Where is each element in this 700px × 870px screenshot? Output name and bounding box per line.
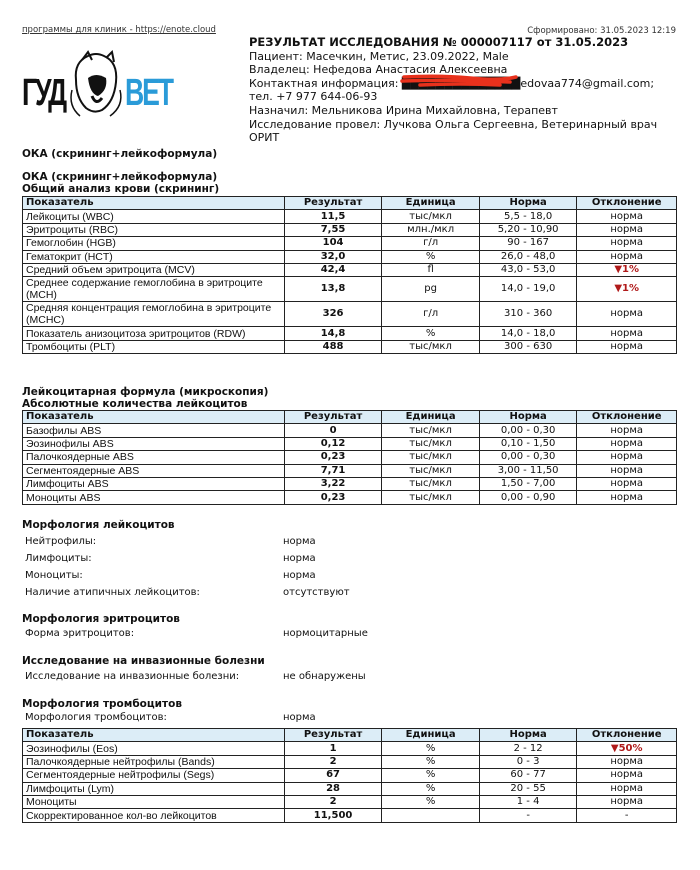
col-unit-header: Единица xyxy=(382,411,480,424)
table-row xyxy=(23,782,677,795)
clinic-logo xyxy=(20,50,172,130)
col-norm-header: Норма xyxy=(479,197,577,210)
table-row xyxy=(23,809,677,822)
unit: % xyxy=(382,782,480,795)
col-norm-header: Норма xyxy=(479,729,577,742)
norm-range: 3,00 - 11,50 xyxy=(479,464,577,477)
indicator-name: Лимфоциты (Lym) xyxy=(23,782,285,795)
section-title-sub: ОКА (скрининг+лейкоформула) xyxy=(22,171,218,183)
deviation: норма xyxy=(577,302,677,327)
table-row xyxy=(23,250,677,263)
col-deviation-header: Отклонение xyxy=(577,197,677,210)
col-unit-header: Единица xyxy=(382,729,480,742)
norm-range: 1,50 - 7,00 xyxy=(479,477,577,490)
table-header-row xyxy=(23,729,677,742)
leuko-formula-title: Лейкоцитарная формула (микроскопия) xyxy=(22,386,269,398)
leuko-abs-table xyxy=(22,410,677,505)
indicator-name: Эозинофилы ABS xyxy=(23,437,285,450)
indicator-name: Базофилы ABS xyxy=(23,424,285,437)
deviation: норма xyxy=(577,782,677,795)
table-row xyxy=(23,210,677,223)
norm-range: 90 - 167 xyxy=(479,237,577,250)
deviation: норма xyxy=(577,464,677,477)
differential-table xyxy=(22,728,677,823)
unit: % xyxy=(382,250,480,263)
deviation: ▼1% xyxy=(577,277,677,302)
phone-info: тел. +7 977 644-06-93 xyxy=(249,90,378,104)
norm-range: 60 - 77 xyxy=(479,769,577,782)
result-value: 3,22 xyxy=(284,477,382,490)
deviation: норма xyxy=(577,424,677,437)
unit xyxy=(382,809,480,822)
table-row xyxy=(23,464,677,477)
norm-range: 0,10 - 1,50 xyxy=(479,437,577,450)
field-value: не обнаружены xyxy=(283,671,366,682)
result-value: 13,8 xyxy=(284,277,382,302)
result-value: 104 xyxy=(284,237,382,250)
table-row xyxy=(23,477,677,490)
indicator-name: Гемоглобин (HGB) xyxy=(23,237,285,250)
col-indicator-header: Показатель xyxy=(23,729,285,742)
logo-text-left: ГУД xyxy=(22,72,65,114)
indicator-name: Палочкоядерные нейтрофилы (Bands) xyxy=(23,755,285,768)
indicator-name: Сегментоядерные ABS xyxy=(23,464,285,477)
table-row xyxy=(23,424,677,437)
indicator-name: Эозинофилы (Eos) xyxy=(23,742,285,755)
deviation: норма xyxy=(577,477,677,490)
table-row xyxy=(23,277,677,302)
norm-range: 1 - 4 xyxy=(479,795,577,808)
deviation: норма xyxy=(577,327,677,340)
result-value: 11,5 xyxy=(284,210,382,223)
col-result-header: Результат xyxy=(284,729,382,742)
unit: % xyxy=(382,327,480,340)
assigned-by: Назначил: Мельникова Ирина Михайловна, Терапевт xyxy=(249,103,558,117)
unit: г/л xyxy=(382,302,480,327)
table-row xyxy=(23,302,677,327)
field-label: Исследование на инвазионные болезни: xyxy=(25,671,240,682)
deviation: норма xyxy=(577,237,677,250)
logo-text-right: ВЕТ xyxy=(125,72,172,114)
result-value: 14,8 xyxy=(284,327,382,340)
table-row xyxy=(23,755,677,768)
unit: % xyxy=(382,742,480,755)
table-row xyxy=(23,742,677,755)
table-row xyxy=(23,437,677,450)
enote-link[interactable]: программы для клиник - https://enote.cloud xyxy=(22,25,216,35)
indicator-name: Средний объем эритроцита (MCV) xyxy=(23,263,285,276)
generated-timestamp: Сформировано: 31.05.2023 12:19 xyxy=(527,26,676,36)
table-row xyxy=(23,491,677,504)
field-value: норма xyxy=(283,536,316,547)
field-value: норма xyxy=(283,553,316,564)
field-value: нормоцитарные xyxy=(283,628,368,639)
norm-range: 0,00 - 0,30 xyxy=(479,451,577,464)
unit: тыс/мкл xyxy=(382,210,480,223)
norm-range: 300 - 630 xyxy=(479,340,577,353)
table-row xyxy=(23,327,677,340)
table-row xyxy=(23,769,677,782)
norm-range: 20 - 55 xyxy=(479,782,577,795)
deviation: норма xyxy=(577,210,677,223)
invasive-title: Исследование на инвазионные болезни xyxy=(22,655,265,667)
field-label: Наличие атипичных лейкоцитов: xyxy=(25,587,200,598)
table-row xyxy=(23,237,677,250)
result-value: 32,0 xyxy=(284,250,382,263)
norm-range: 43,0 - 53,0 xyxy=(479,263,577,276)
indicator-name: Моноциты ABS xyxy=(23,491,285,504)
table-row xyxy=(23,795,677,808)
field-label: Лимфоциты: xyxy=(25,553,92,564)
deviation: норма xyxy=(577,223,677,236)
result-value: 2 xyxy=(284,795,382,808)
norm-range: 5,20 - 10,90 xyxy=(479,223,577,236)
result-value: 7,55 xyxy=(284,223,382,236)
col-unit-header: Единица xyxy=(382,197,480,210)
indicator-name: Гематокрит (HCT) xyxy=(23,250,285,263)
result-value: 488 xyxy=(284,340,382,353)
deviation: - xyxy=(577,809,677,822)
result-value: 67 xyxy=(284,769,382,782)
dog-logo-icon xyxy=(66,50,126,122)
field-label: Форма эритроцитов: xyxy=(25,628,135,639)
table-row xyxy=(23,340,677,353)
deviation: норма xyxy=(577,769,677,782)
indicator-name: Средняя концентрация гемоглобина в эритроците (MCHC) xyxy=(23,302,285,327)
result-value: 326 xyxy=(284,302,382,327)
field-value: отсутствуют xyxy=(283,587,350,598)
unit: г/л xyxy=(382,237,480,250)
norm-range: 2 - 12 xyxy=(479,742,577,755)
norm-range: 0 - 3 xyxy=(479,755,577,768)
norm-range: 310 - 360 xyxy=(479,302,577,327)
unit: pg xyxy=(382,277,480,302)
norm-range: 26,0 - 48,0 xyxy=(479,250,577,263)
contact-info: Контактная информация: ██████████████edovaa774@gmail.com; xyxy=(249,76,655,90)
table-header-row xyxy=(23,411,677,424)
unit: % xyxy=(382,769,480,782)
indicator-name: Моноциты xyxy=(23,795,285,808)
unit: fl xyxy=(382,263,480,276)
cbc-title: Общий анализ крови (скрининг) xyxy=(22,183,220,195)
performed-by: Исследование провел: Лучкова Ольга Сергеевна, Ветеринарный врач xyxy=(249,117,658,131)
unit: тыс/мкл xyxy=(382,464,480,477)
section-title-main: ОКА (скрининг+лейкоформула) xyxy=(22,148,218,160)
morph-leuko-title: Морфология лейкоцитов xyxy=(22,519,175,531)
col-deviation-header: Отклонение xyxy=(577,729,677,742)
indicator-name: Эритроциты (RBC) xyxy=(23,223,285,236)
deviation: ▼50% xyxy=(577,742,677,755)
unit: % xyxy=(382,755,480,768)
report-title: РЕЗУЛЬТАТ ИССЛЕДОВАНИЯ № 000007117 от 31.05.2023 xyxy=(249,35,629,49)
unit: тыс/мкл xyxy=(382,491,480,504)
deviation: ▼1% xyxy=(577,263,677,276)
col-deviation-header: Отклонение xyxy=(577,411,677,424)
col-norm-header: Норма xyxy=(479,411,577,424)
deviation: норма xyxy=(577,437,677,450)
indicator-name: Показатель анизоцитоза эритроцитов (RDW) xyxy=(23,327,285,340)
report-header xyxy=(249,36,657,145)
indicator-name: Среднее содержание гемоглобина в эритроците (MCH) xyxy=(23,277,285,302)
result-value: 0,23 xyxy=(284,491,382,504)
unit: тыс/мкл xyxy=(382,437,480,450)
table-row xyxy=(23,451,677,464)
col-result-header: Результат xyxy=(284,411,382,424)
norm-range: 14,0 - 19,0 xyxy=(479,277,577,302)
col-result-header: Результат xyxy=(284,197,382,210)
leuko-abs-title: Абсолютные количества лейкоцитов xyxy=(22,398,248,410)
indicator-name: Лейкоциты (WBC) xyxy=(23,210,285,223)
deviation: норма xyxy=(577,491,677,504)
result-value: 28 xyxy=(284,782,382,795)
result-value: 0,23 xyxy=(284,451,382,464)
deviation: норма xyxy=(577,795,677,808)
norm-range: 5,5 - 18,0 xyxy=(479,210,577,223)
unit: тыс/мкл xyxy=(382,451,480,464)
unit: тыс/мкл xyxy=(382,340,480,353)
deviation: норма xyxy=(577,250,677,263)
result-value: 42,4 xyxy=(284,263,382,276)
deviation: норма xyxy=(577,340,677,353)
indicator-name: Сегментоядерные нейтрофилы (Segs) xyxy=(23,769,285,782)
morph-plt-title: Морфология тромбоцитов xyxy=(22,698,182,710)
patient-info: Пациент: Масечкин, Метис, 23.09.2022, Male xyxy=(249,49,509,63)
table-row xyxy=(23,263,677,276)
field-label: Морфология тромбоцитов: xyxy=(25,712,167,723)
redaction-scribble xyxy=(400,73,520,87)
norm-range: 0,00 - 0,90 xyxy=(479,491,577,504)
indicator-name: Тромбоциты (PLT) xyxy=(23,340,285,353)
result-value: 0,12 xyxy=(284,437,382,450)
unit: % xyxy=(382,795,480,808)
result-value: 2 xyxy=(284,755,382,768)
result-value: 0 xyxy=(284,424,382,437)
result-value: 7,71 xyxy=(284,464,382,477)
deviation: норма xyxy=(577,451,677,464)
field-value: норма xyxy=(283,712,316,723)
col-indicator-header: Показатель xyxy=(23,411,285,424)
cbc-table xyxy=(22,196,677,354)
col-indicator-header: Показатель xyxy=(23,197,285,210)
norm-range: 14,0 - 18,0 xyxy=(479,327,577,340)
table-row xyxy=(23,223,677,236)
norm-range: 0,00 - 0,30 xyxy=(479,424,577,437)
table-header-row xyxy=(23,197,677,210)
field-label: Моноциты: xyxy=(25,570,83,581)
norm-range: - xyxy=(479,809,577,822)
indicator-name: Лимфоциты ABS xyxy=(23,477,285,490)
result-value: 11,500 xyxy=(284,809,382,822)
morph-eryth-title: Морфология эритроцитов xyxy=(22,613,180,625)
indicator-name: Палочкоядерные ABS xyxy=(23,451,285,464)
indicator-name: Скорректированное кол-во лейкоцитов xyxy=(23,809,285,822)
result-value: 1 xyxy=(284,742,382,755)
unit: тыс/мкл xyxy=(382,424,480,437)
performed-by-cont: ОРИТ xyxy=(249,131,280,145)
unit: тыс/мкл xyxy=(382,477,480,490)
deviation: норма xyxy=(577,755,677,768)
field-label: Нейтрофилы: xyxy=(25,536,97,547)
owner-info: Владелец: Нефедова Анастасия Алексеевна xyxy=(249,63,508,77)
field-value: норма xyxy=(283,570,316,581)
unit: млн./мкл xyxy=(382,223,480,236)
